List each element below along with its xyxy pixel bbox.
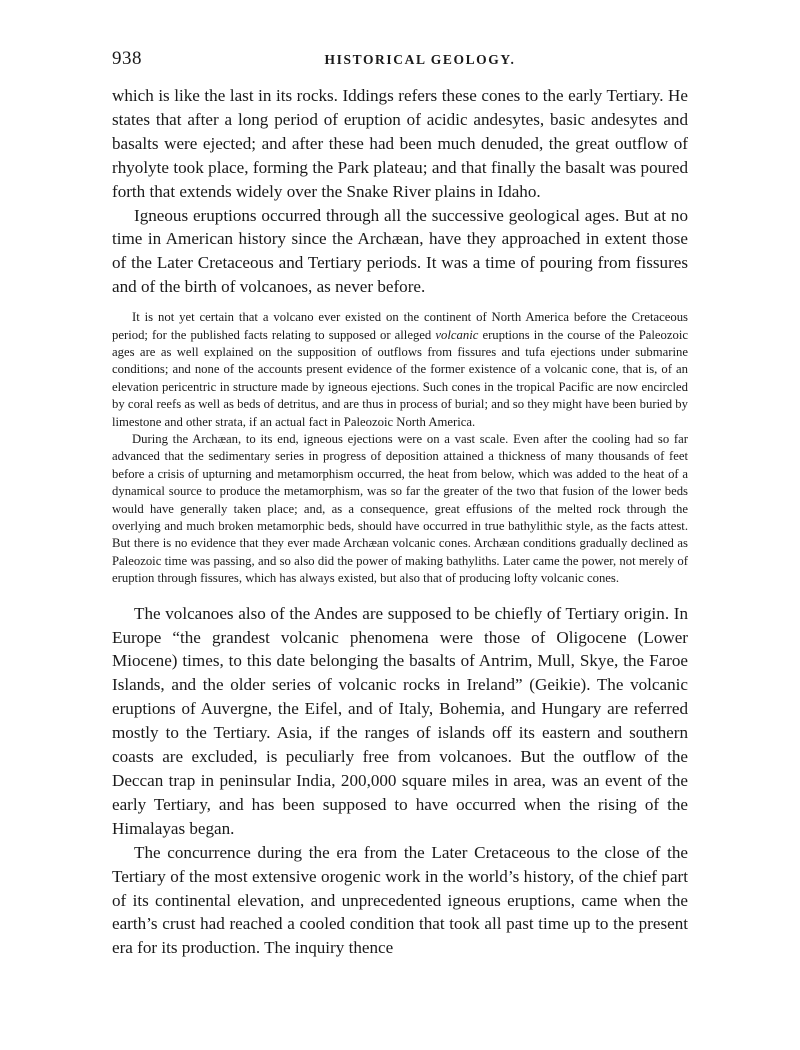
- running-header: [112, 48, 688, 74]
- paragraph-andes-volcanoes: The volcanoes also of the Andes are supposed to be chiefly of Tertiary origin. In Europe “the grandest volcanic phenomena were those of Oligocene (Lower Miocene) times, to this date belonging the basalts of Antrim, Mull, Skye, the Faroe Islands, and the older series of volcanic rocks in Ireland” (Geikie). The volcanic eruptions of Auvergne, the Eifel, and of Italy, Bohemia, and Hungary are referred mostly to the Tertiary. Asia, if the ranges of islands off its eastern and southern coasts are excluded, is peculiarly free from volcanoes. But the outflow of the Deccan trap in peninsular India, 200,000 square miles in area, was an event of the early Tertiary, and has been supposed to have occurred when the rising of the Himalayas began.: [112, 603, 688, 838]
- running-title: HISTORICAL GEOLOGY.: [324, 52, 516, 67]
- note-archaean: During the Archæan, to its end, igneous ejections were on a vast scale. Even after the cooling had so far advanced that the sedimentary series in progress of deposition attained a thickness of many thousands of feet before a crisis of upturning and metamorphism occurred, the heat from below, which was added to the heat of a dynamical source to produce the metamorphism, was so far the greater of the two that fusion of the lower beds would have generally taken place; and, as a consequence, great effusions of the melted rock through the overlying and much broken metamorphic beds, should have occurred in true bathylithic style, as the facts attest. But there is no evidence that they ever made Archæan volcanic cones. Archæan conditions gradually declined as Paleozoic time was passing, and so also did the power of making bathyliths. Later came the power, not merely of eruption through fissures, which has always existed, but also that of producing lofty volcanic cones.: [112, 432, 688, 586]
- book-page: [112, 48, 688, 960]
- note-text-start: It is not yet certain that a volcano ever existed on the continent of North America before the Cretaceous period; for the published facts relating to supposed or alleged: [112, 310, 688, 342]
- page-number: 938: [112, 48, 142, 69]
- note-italic-word: volcanic: [435, 327, 479, 342]
- note-text-end: eruptions in the course of the Paleozoic ages are as well explained on the supposition of outflows from fissures and tufa ejections under submarine conditions; and none of the accounts present evidence of the former existence of a volcanic cone, that is, of an elevation pericentric in structure made by igneous ejections. Such cones in the tropical Pacific are now encircled by coral reefs as well as beds of detritus, and are thus in process of burial; and so they might have been buried by limestone and other strata, if an actual fact in Paleozoic North America.: [112, 327, 689, 429]
- paragraph-concurrence: The concurrence during the era from the Later Cretaceous to the close of the Tertiary of the most extensive orogenic work in the world’s history, of the chief part of its continental elevation, and unprecedented igneous eruptions, came when the earth’s crust had reached a cooled condition that took all past time up to the present era for its production. The inquiry thence: [112, 842, 688, 958]
- small-print-note: [112, 309, 688, 588]
- paragraph-igneous-eruptions: Igneous eruptions occurred through all the successive geological ages. But at no time in American history since the Archæan, have they approached in extent those of the Later Cretaceous and Tertiary periods. It was a time of pouring from fissures and of the birth of volcanoes, as never before.: [112, 205, 688, 297]
- note-volcano-existence: [112, 309, 688, 431]
- paragraph-continued: which is like the last in its rocks. Iddings refers these cones to the early Tertiary. He states that after a long period of eruption of acidic andesytes, basic andesytes and basalts were ejected; and after these had been much denuded, the great outflow of rhyolyte took place, forming the Park plateau; and that finally the basalt was poured forth that extends widely over the Snake River plains in Idaho.: [112, 86, 688, 201]
